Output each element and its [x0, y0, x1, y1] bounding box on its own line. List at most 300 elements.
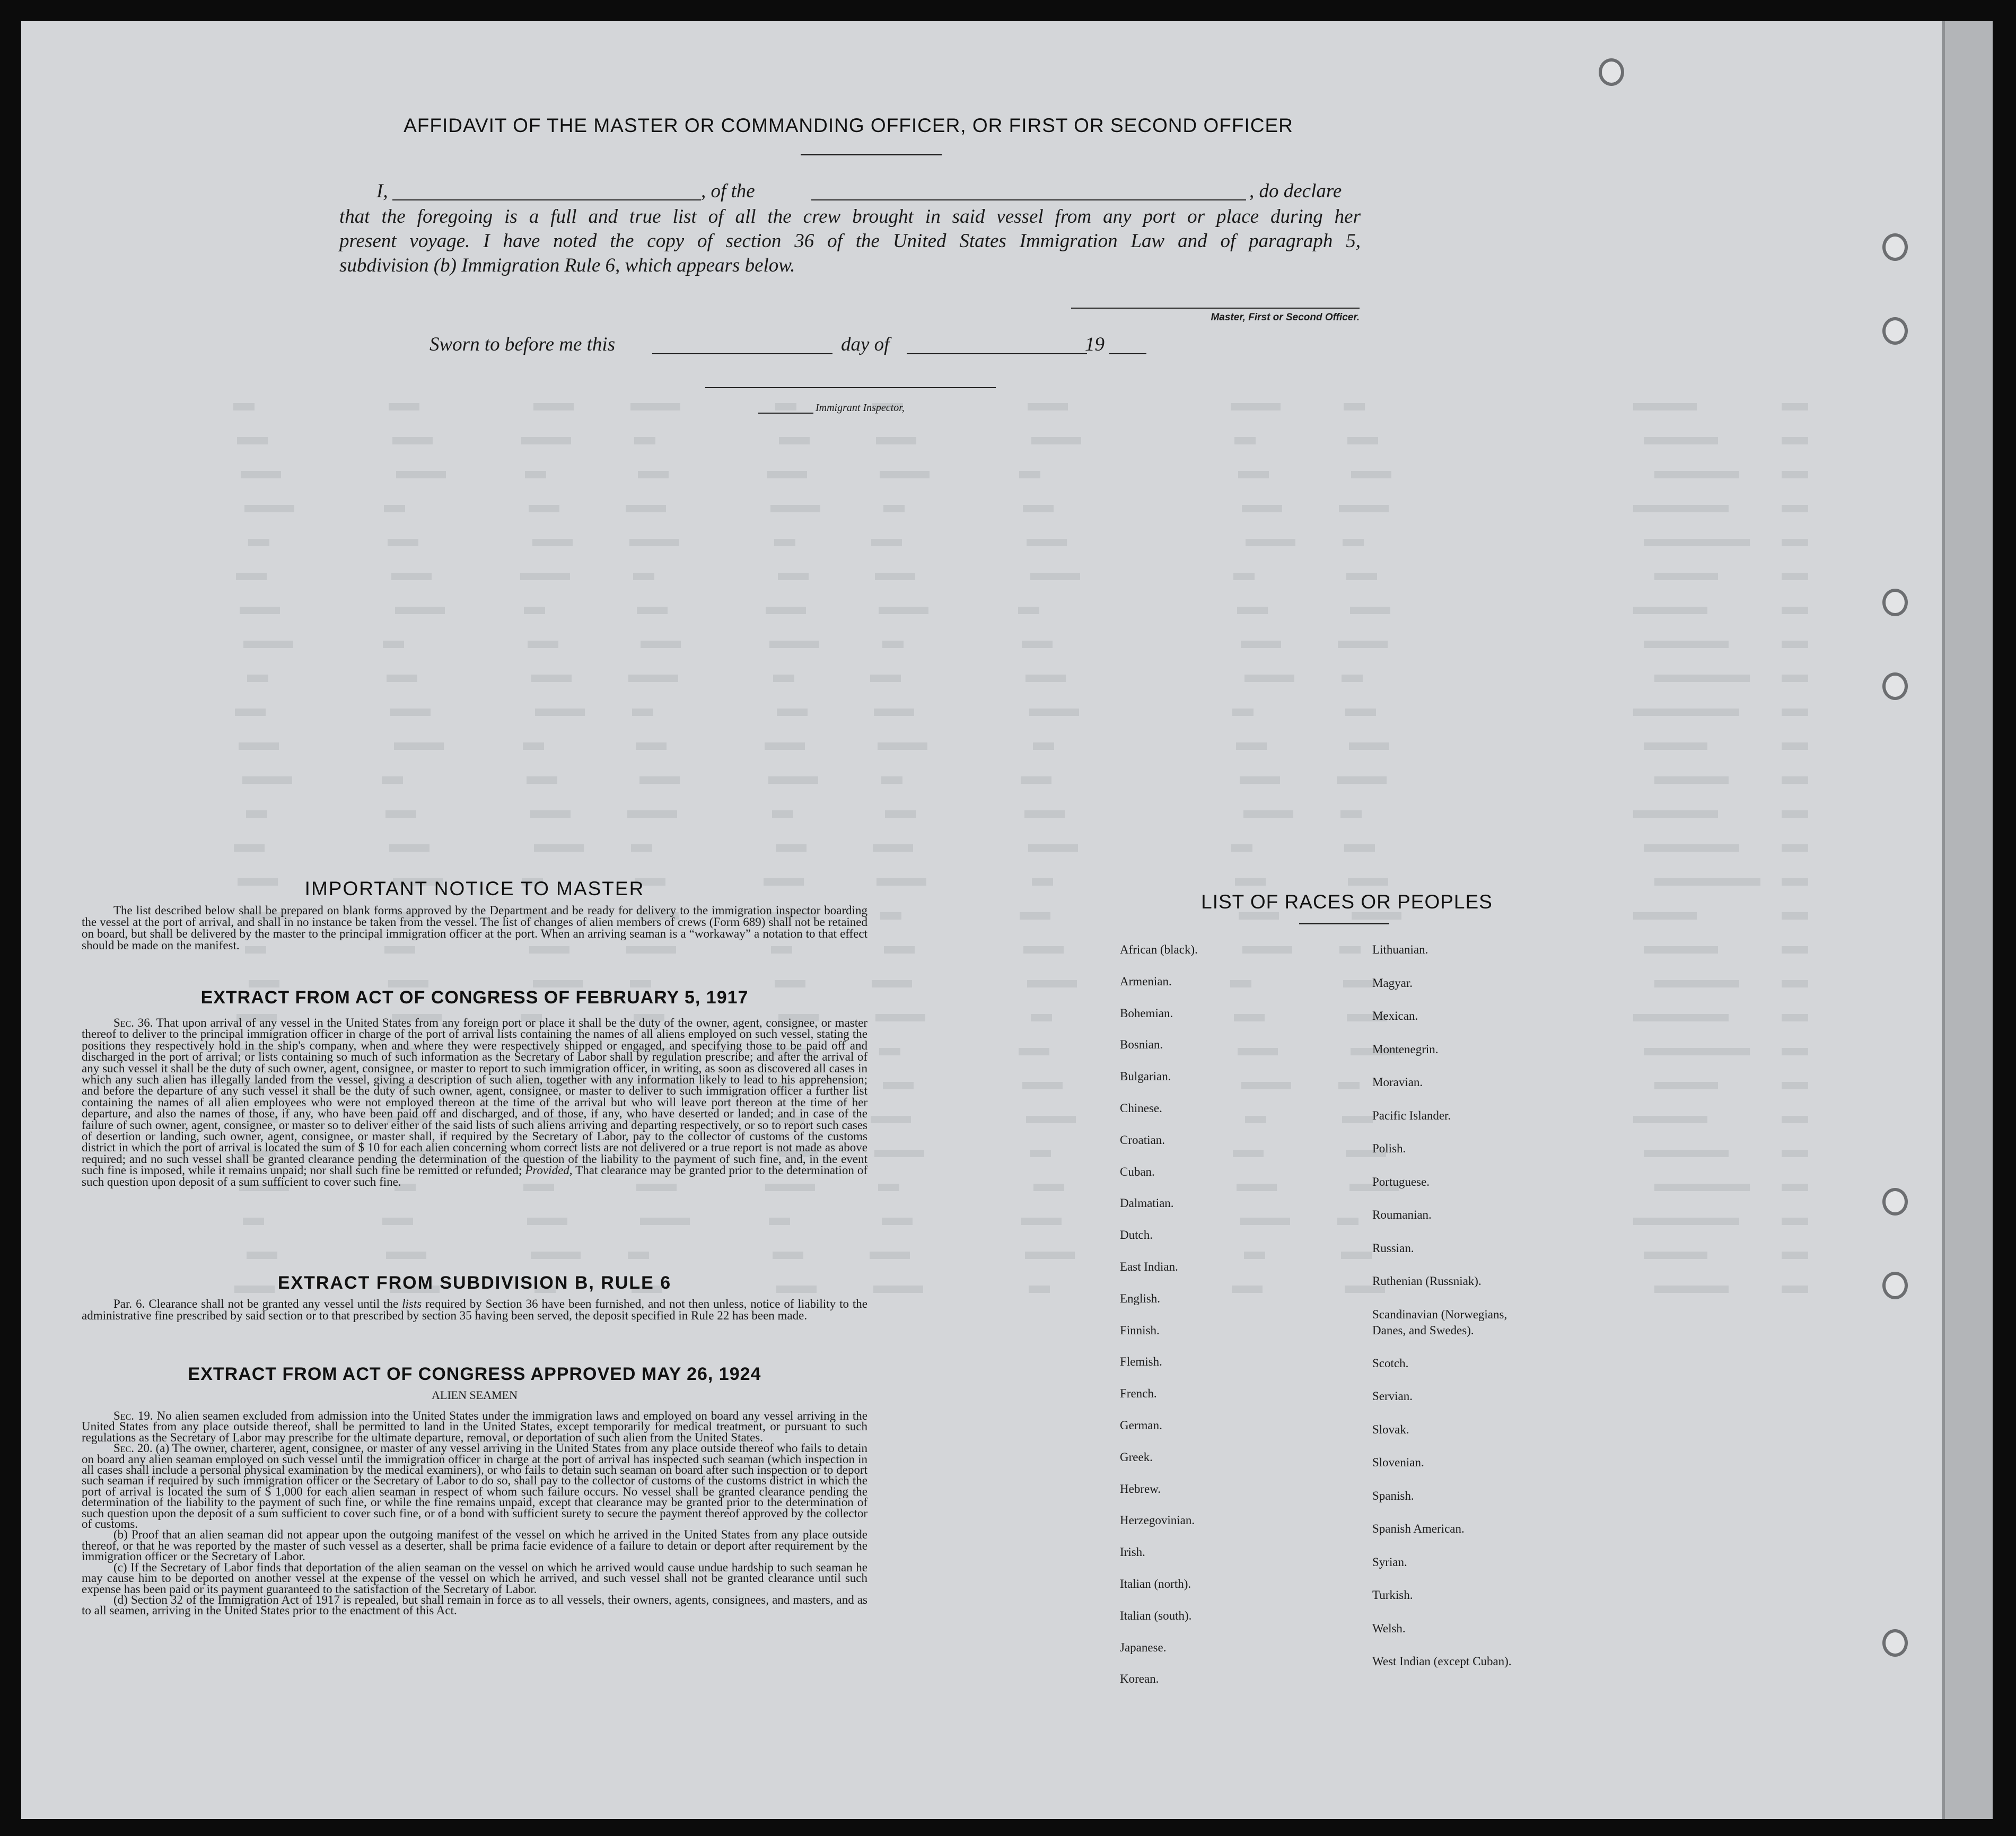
bleed-mark [1241, 641, 1281, 648]
bleed-mark [628, 675, 678, 682]
bleed-mark [1782, 1218, 1808, 1225]
race-item: Servian. [1372, 1389, 1413, 1403]
bleed-mark [772, 810, 793, 818]
bleed-mark [1242, 505, 1282, 512]
bleed-mark [387, 675, 417, 682]
bleed-mark [531, 675, 572, 682]
bleed-mark [1644, 437, 1718, 444]
bleed-mark [1033, 742, 1054, 750]
race-item: Mexican. [1372, 1009, 1418, 1022]
bleed-mark [249, 980, 279, 987]
race-item: African (black). [1120, 943, 1198, 956]
bleed-mark [1338, 641, 1388, 648]
bleed-mark [1244, 1252, 1265, 1259]
inspector-signature-label: Immigrant Inspector, [816, 402, 905, 414]
bleed-mark [773, 675, 794, 682]
extract-1924-text [82, 1411, 867, 1616]
bleed-mark [1022, 1082, 1063, 1089]
sworn-line [430, 333, 1172, 360]
name-blank[interactable] [392, 199, 701, 200]
bleed-mark [1027, 539, 1067, 546]
bleed-mark [1633, 1116, 1707, 1123]
bleed-mark [1782, 403, 1808, 410]
bleed-mark [627, 810, 677, 818]
bleed-mark [524, 607, 545, 614]
bleed-mark [641, 641, 681, 648]
race-item: Chinese. [1120, 1101, 1162, 1115]
provided-word: Provided, [525, 1164, 573, 1177]
bleed-mark [633, 573, 654, 580]
bleed-mark [885, 810, 916, 818]
bleed-mark [1644, 539, 1750, 546]
bleed-mark [389, 403, 419, 410]
bleed-mark [385, 810, 416, 818]
bleed-mark [1231, 403, 1281, 410]
race-item: Scandinavian (Norwegians, [1372, 1307, 1507, 1321]
section-19-label: Sec. 19. [113, 1409, 153, 1422]
bleed-mark [1633, 709, 1739, 716]
bleed-mark [775, 403, 796, 410]
bleed-mark [239, 742, 279, 750]
bleed-mark [1644, 641, 1729, 648]
race-item: West Indian (except Cuban). [1372, 1655, 1512, 1668]
race-item: Slovenian. [1372, 1456, 1424, 1469]
bleed-mark [1782, 573, 1808, 580]
affidavit-of-the: , of the [701, 180, 755, 202]
bleed-mark [528, 641, 558, 648]
race-item: Armenian. [1120, 974, 1172, 988]
bleed-mark [1339, 505, 1389, 512]
bleed-mark [1654, 878, 1760, 886]
bleed-mark [883, 1082, 914, 1089]
rule-6-title: EXTRACT FROM SUBDIVISION B, RULE 6 [277, 1273, 672, 1293]
bleed-mark [873, 1286, 923, 1293]
bleed-mark [1654, 675, 1750, 682]
extract-1924-title: EXTRACT FROM ACT OF CONGRESS APPROVED MAY 26, 1924 [188, 1364, 761, 1384]
bleed-mark [875, 1014, 925, 1021]
affidavit-line-2: that the foregoing is a full and true list of all the crew brought in said vessel from any port or place during her [339, 206, 1361, 228]
bleed-mark [1782, 1150, 1808, 1157]
bleed-mark [235, 709, 266, 716]
bleed-mark [1654, 1082, 1718, 1089]
bleed-mark [640, 1218, 690, 1225]
race-item: Turkish. [1372, 1588, 1413, 1602]
binder-hole [1882, 1188, 1908, 1216]
bleed-mark [1654, 471, 1739, 478]
race-item: Russian. [1372, 1241, 1414, 1255]
bleed-mark [1782, 1014, 1808, 1021]
bleed-mark [382, 776, 403, 784]
bleed-mark [1782, 1082, 1808, 1089]
bleed-mark [1342, 675, 1363, 682]
bleed-mark [1025, 675, 1066, 682]
bleed-mark [1029, 709, 1079, 716]
binder-hole [1882, 672, 1908, 700]
bleed-mark [878, 742, 927, 750]
bleed-mark [384, 505, 405, 512]
bleed-mark [1028, 844, 1078, 852]
bleed-mark [1030, 1150, 1051, 1157]
year-prefix: 19 [1085, 334, 1105, 355]
bleed-mark [1234, 1014, 1265, 1021]
bleed-mark [1340, 810, 1362, 818]
paragraph-6-text-end: required by Section 36 have been furnished, and not then unless, notice of liability to the administrative fine prescribed by said section or to that prescribed by section 35 having been served, the deposit specified in Rule 22 has been made. [82, 1297, 868, 1322]
bleed-mark [534, 844, 584, 852]
bleed-mark [767, 471, 807, 478]
bleed-mark [529, 505, 559, 512]
notice-text [82, 905, 867, 951]
bleed-mark [390, 709, 431, 716]
section-19-paragraph [82, 1411, 867, 1443]
bleed-mark [1644, 742, 1707, 750]
bleed-mark [383, 641, 404, 648]
race-item: Syrian. [1372, 1555, 1407, 1569]
race-item: Japanese. [1120, 1640, 1167, 1654]
bleed-mark [766, 607, 806, 614]
bleed-mark [1022, 641, 1053, 648]
race-item: French. [1120, 1387, 1157, 1401]
bleed-mark [1344, 844, 1375, 852]
bleed-mark [882, 1218, 913, 1225]
bleed-mark [1246, 539, 1295, 546]
bleed-mark [629, 539, 679, 546]
bleed-mark [879, 607, 928, 614]
bleed-mark [1644, 1252, 1707, 1259]
race-item: Montenegrin. [1372, 1042, 1439, 1056]
bleed-mark [1240, 776, 1280, 784]
bleed-mark [1782, 810, 1808, 818]
bleed-mark [1344, 403, 1365, 410]
notice-title: IMPORTANT NOTICE TO MASTER [304, 878, 645, 899]
races-title-rule [1299, 923, 1389, 924]
bleed-mark [1782, 1184, 1808, 1191]
bleed-mark [1782, 1116, 1808, 1123]
paragraph-6-text: Clearance shall not be granted any vessel until the [148, 1297, 399, 1310]
binder-hole [1882, 317, 1908, 345]
race-item: Polish. [1372, 1142, 1406, 1155]
bleed-mark [1238, 471, 1269, 478]
vessel-blank[interactable] [811, 199, 1246, 200]
bleed-mark [1024, 810, 1065, 818]
bleed-mark [1654, 1286, 1729, 1293]
race-item: Slovak. [1372, 1422, 1409, 1436]
race-item: Roumanian. [1372, 1208, 1432, 1221]
affidavit-title: AFFIDAVIT OF THE MASTER OR COMMANDING OFFICER, OR FIRST OR SECOND OFFICER [404, 115, 1293, 136]
race-item: Moravian. [1372, 1076, 1423, 1089]
bleed-mark [628, 1252, 649, 1259]
day-of-text: day of [841, 334, 890, 355]
bleed-mark [1346, 573, 1377, 580]
bleed-mark [1238, 1048, 1278, 1055]
section-20a-paragraph [82, 1443, 867, 1529]
bleed-mark [1782, 471, 1808, 478]
bleed-mark [638, 471, 669, 478]
race-item: Flemish. [1120, 1355, 1162, 1369]
bleed-mark [530, 810, 571, 818]
bleed-mark [1343, 539, 1364, 546]
bleed-mark [1023, 946, 1064, 954]
bleed-mark [878, 1184, 899, 1191]
bleed-mark [1782, 844, 1808, 852]
bleed-mark [1033, 1184, 1064, 1191]
bleed-mark [1345, 709, 1376, 716]
bleed-mark [774, 539, 795, 546]
bleed-mark [773, 1252, 803, 1259]
race-item: Danes, and Swedes). [1372, 1323, 1474, 1337]
bleed-mark [1032, 878, 1053, 886]
bleed-mark [1342, 1116, 1373, 1123]
rule-6-text [82, 1298, 867, 1322]
bleed-mark [1239, 912, 1279, 920]
bleed-mark [533, 403, 574, 410]
bleed-mark [1237, 1184, 1277, 1191]
bleed-mark [876, 437, 916, 444]
affidavit-line-4: subdivision (b) Immigration Rule 6, which appears below. [339, 255, 795, 276]
race-item: Spanish American. [1372, 1522, 1465, 1535]
bleed-mark [1029, 1286, 1050, 1293]
bleed-mark [879, 1048, 900, 1055]
bleed-mark [243, 1218, 264, 1225]
race-item: Scotch. [1372, 1356, 1409, 1370]
bleed-mark [1232, 709, 1254, 716]
bleed-mark [1245, 1116, 1266, 1123]
bleed-mark [1237, 607, 1268, 614]
race-item: East Indian. [1120, 1260, 1178, 1273]
bleed-mark [1654, 980, 1739, 987]
bleed-mark [240, 607, 280, 614]
bleed-mark [1782, 437, 1808, 444]
bleed-mark [1633, 1014, 1729, 1021]
race-item: Italian (north). [1120, 1577, 1191, 1590]
bleed-mark [634, 437, 655, 444]
bleed-mark [1633, 912, 1697, 920]
binder-hole [1882, 1272, 1908, 1299]
race-item: Dalmatian. [1120, 1196, 1174, 1210]
bleed-mark [880, 471, 930, 478]
bleed-mark [1654, 1184, 1750, 1191]
bleed-mark [1339, 946, 1361, 954]
bleed-mark [770, 505, 820, 512]
bleed-mark [1782, 946, 1808, 954]
race-item: Irish. [1120, 1545, 1145, 1559]
affidavit-i: I, [376, 180, 388, 202]
bleed-mark [1644, 946, 1718, 954]
affidavit-line-3: present voyage. I have noted the copy of section 36 of the United States Immigration Law and of paragraph 5, [339, 230, 1361, 252]
race-item: Korean. [1120, 1672, 1159, 1686]
master-signature-line[interactable] [1071, 308, 1360, 309]
bleed-mark [871, 1116, 911, 1123]
bleed-mark [1348, 878, 1388, 886]
bleed-mark [1350, 607, 1390, 614]
bleed-mark [1341, 1252, 1372, 1259]
bleed-mark [639, 776, 680, 784]
inspector-signature-line[interactable] [705, 387, 996, 388]
race-item: Herzegovinian. [1120, 1514, 1195, 1527]
sworn-month-blank[interactable] [907, 353, 1087, 354]
bleed-mark [1019, 471, 1040, 478]
bleed-mark [1231, 844, 1252, 852]
bleed-mark [769, 641, 819, 648]
bleed-mark [1782, 675, 1808, 682]
race-item: Cuban. [1120, 1165, 1155, 1178]
bleed-mark [631, 844, 652, 852]
bleed-mark [871, 539, 902, 546]
bleed-mark [1347, 437, 1378, 444]
race-item: Dutch. [1120, 1228, 1153, 1242]
bleed-mark [880, 912, 901, 920]
bleed-mark [1243, 810, 1293, 818]
race-item: Greek. [1120, 1450, 1153, 1464]
bleed-mark [777, 709, 808, 716]
bleed-mark [1782, 539, 1808, 546]
bleed-mark [532, 539, 573, 546]
section-36-text: That upon arrival of any vessel in the United States from any foreign port or place it shall be the duty of the owner, agent, consignee, or master thereof to deliver to the principal immigration officer in charge of the port of arrival lists containing the names of all aliens employed on such vessel, stating the positions they respectively hold in the ship's company, when and where they were respectively shipped or engaged, and specifying those to be paid off and discharged in the port of arrival; or lists containing so much of such information as the Secretary of Labor shall by regulation prescribe; and after the arrival of any such vessel it shall be the duty of such owner, agent, consignee, or master to report to such immigration officer, in writing, as soon as discovered all cases in which any such alien has illegally landed from the vessel, giving a description of such alien, together with any information likely to lead to his apprehension; and before the departure of any such vessel it shall be the duty of such owner, agent, consignee, or master to deliver to such immigration officer a further list containing the names of all alien employees who were not employed thereon at the time of the arrival but who will leave port thereon at the time of her departure, and also the names of those, if any, who have been paid off and discharged, and of those, if any, who have deserted or landed; and in case of the failure of such owner, agent, consignee, or master so to deliver either of the said lists of such aliens arriving and departing respectively, or so to report such cases of desertion or landing, such owner, agent, consignee, or master shall, if required by the Secretary of Labor, pay to the collector of customs of the customs district in which the port of arrival is located the sum of $ 10 for each alien concerning whom correct lists are not delivered or a true report is not made as above required; and no such vessel shall be granted clearance pending the determination of the question of the liability to the payment of such fine, and, in the event such fine is imposed, while it remains unpaid; nor shall such fine be remitted or refunded; [82, 1016, 867, 1177]
race-item: German. [1120, 1419, 1162, 1432]
bleed-mark [244, 505, 294, 512]
race-item: Welsh. [1372, 1621, 1406, 1635]
bleed-mark [1337, 776, 1387, 784]
bleed-mark [1782, 505, 1808, 512]
bleed-mark [1633, 810, 1718, 818]
bleed-mark [521, 437, 571, 444]
bleed-mark [779, 437, 810, 444]
bleed-mark [1644, 844, 1739, 852]
sworn-day-blank[interactable] [652, 353, 832, 354]
bleed-mark [1031, 1014, 1052, 1021]
section-20-label: Sec. 20. [113, 1441, 153, 1455]
bleed-mark [1782, 742, 1808, 750]
bleed-mark [1644, 1150, 1729, 1157]
bleed-mark [386, 1252, 426, 1259]
bleed-mark [1234, 437, 1256, 444]
bleed-mark [520, 573, 570, 580]
bleed-mark [233, 403, 255, 410]
inspector-short-line[interactable] [758, 413, 813, 414]
bleed-mark [1232, 1286, 1263, 1293]
bleed-mark [870, 675, 901, 682]
bleed-mark [630, 403, 680, 410]
paragraph-6-label: Par. 6. [113, 1297, 145, 1310]
races-title: LIST OF RACES OR PEOPLES [1201, 891, 1493, 913]
bleed-mark [1230, 980, 1251, 987]
paragraph-6 [82, 1298, 867, 1322]
bleed-mark [388, 980, 428, 987]
bleed-mark [1241, 1082, 1291, 1089]
bleed-mark [1018, 607, 1039, 614]
section-19-text: No alien seamen excluded from admission into the United States under the immigration laws and employed on board any vessel arriving in the United States from any place outside thereof, shall be permitted to land in the United States, except temporarily for medical treatment, or pursuant to such regulations as the Secretary of Labor may prescribe for the ultimate departure, removal, or deportation of such alien from the United States. [82, 1409, 868, 1444]
extract-1917-title: EXTRACT FROM ACT OF CONGRESS OF FEBRUARY 5, 1917 [200, 987, 749, 1008]
bleed-mark [626, 505, 666, 512]
sworn-text: Sworn to before me this [430, 334, 616, 355]
bleed-mark [881, 776, 902, 784]
bleed-mark [1023, 505, 1054, 512]
binder-hole [1882, 589, 1908, 616]
master-signature-label: Master, First or Second Officer. [1211, 312, 1360, 323]
bleed-mark [1244, 675, 1294, 682]
race-item: Bulgarian. [1120, 1070, 1171, 1083]
bleed-mark [1782, 1252, 1808, 1259]
race-item: Magyar. [1372, 976, 1413, 990]
bleed-mark [1019, 1048, 1049, 1055]
bleed-mark [883, 505, 905, 512]
bleed-mark [382, 1218, 413, 1225]
alien-seamen-subtitle: ALIEN SEAMEN [432, 1388, 518, 1402]
binder-hole [1599, 58, 1624, 86]
bleed-mark [778, 573, 809, 580]
bleed-mark [776, 844, 807, 852]
bleed-mark [392, 437, 433, 444]
bleed-mark [1782, 1286, 1808, 1293]
bleed-mark [237, 437, 268, 444]
bleed-mark [1233, 1150, 1264, 1157]
bleed-mark [523, 742, 544, 750]
affidavit-do-declare: , do declare [1249, 180, 1342, 202]
bleed-mark [1027, 980, 1077, 987]
binding-strip [1942, 21, 1993, 1819]
section-20c-paragraph: (c) If the Secretary of Labor finds that deportation of the alien seaman on the vessel on which he arrived would cause undue hardship to such seaman he may cause him to be deported on another vessel at the expense of the vessel on which he arrived, and such vessel shall not be granted clearance until such expense has been paid or its payment guaranteed to the satisfaction of the Secretary of Labor. [82, 1560, 867, 1596]
race-item: Spanish. [1372, 1489, 1414, 1502]
sworn-year-blank[interactable] [1109, 353, 1146, 354]
affidavit-line-1 [339, 179, 1361, 204]
bleed-mark [630, 980, 651, 987]
bleed-mark [1782, 607, 1808, 614]
bleed-mark [1352, 912, 1401, 920]
bleed-mark [769, 1218, 790, 1225]
bleed-mark [242, 776, 292, 784]
bleed-mark [394, 742, 444, 750]
bleed-mark [632, 709, 653, 716]
bleed-mark [775, 980, 805, 987]
section-20a-text: (a) The owner, charterer, agent, consignee, or master of any vessel arriving in the United States from any place outside thereof who fails to detain on board any alien seaman employed on such vessel until the immigration officer in charge at the port of arrival has inspected such seaman (which inspection in all cases shall include a personal physical examination by the medical examiners), or who fails to detain such seaman on board after such inspection or to deport such seaman if required by such immigration officer or the Secretary of Labor to do so, shall pay to the collector of customs of the customs district in which the port of arrival is located the sum of $ 1,000 for each alien seaman in respect of whom such failure occurs. No vessel shall be granted clearance pending the determination of the liability to the payment of such fine, or while the fine remains unpaid, except that clearance may be granted prior to the determination of such question upon the deposit of a sum sufficient to cover such fine, or of a bond with sufficient surety to secure the payment thereof approved by the collector of customs. [82, 1441, 867, 1531]
bleed-mark [1235, 878, 1266, 886]
bleed-mark [1782, 641, 1808, 648]
section-36-text-end: That clearance may be granted prior to the determination of such question upon deposit of a sum sufficient to cover such fine. [82, 1164, 867, 1188]
bleed-mark [1644, 1048, 1750, 1055]
bleed-mark [874, 709, 914, 716]
bleed-mark [876, 878, 926, 886]
bleed-mark [527, 1218, 567, 1225]
section-20b-paragraph: (b) Proof that an alien seaman did not appear upon the outgoing manifest of the vessel on which he arrived in the United States from any place outside thereof, or that he was reported by the master of such vessel as a deserter, shall be prima facie evidence of a failure to detain or deport after requirement by the immigration officer or the Secretary of Labor. [82, 1528, 867, 1563]
bleed-mark [1021, 776, 1051, 784]
bleed-mark [234, 844, 265, 852]
bleed-mark [1021, 1218, 1062, 1225]
bleed-mark [884, 946, 915, 954]
bleed-mark [1343, 980, 1374, 987]
bleed-mark [1236, 742, 1267, 750]
bleed-mark [247, 675, 268, 682]
race-item: Bosnian. [1120, 1038, 1163, 1052]
bleed-mark [636, 742, 667, 750]
bleed-mark [535, 709, 585, 716]
bleed-mark [533, 980, 583, 987]
bleed-mark [873, 844, 913, 852]
bleed-mark [1633, 607, 1707, 614]
bleed-mark [1337, 1218, 1358, 1225]
bleed-mark [870, 1252, 910, 1259]
bleed-mark [525, 471, 546, 478]
bleed-mark [391, 573, 432, 580]
bleed-mark [1242, 946, 1292, 954]
lists-word: lists [402, 1297, 422, 1310]
race-item: Italian (south). [1120, 1608, 1192, 1622]
bleed-mark [1338, 1082, 1360, 1089]
bleed-mark [1782, 980, 1808, 987]
notice-paragraph: The list described below shall be prepared on blank forms approved by the Department and be ready for delivery to the immigration inspector boarding the vessel at the port of arrival, and shall in no instance be taken from the vessel. The list of changes of alien members of crews (Form 689) shall not be retained on board, but shall be delivered by the master to the principal immigration officer at the port. When an arriving seaman is a “workaway” a notation to that effect should be made on the manifest. [82, 904, 867, 952]
affidavit-title-rule [801, 154, 942, 155]
bleed-mark [1782, 878, 1808, 886]
bleed-mark [241, 471, 281, 478]
race-item: Bohemian. [1120, 1006, 1173, 1020]
